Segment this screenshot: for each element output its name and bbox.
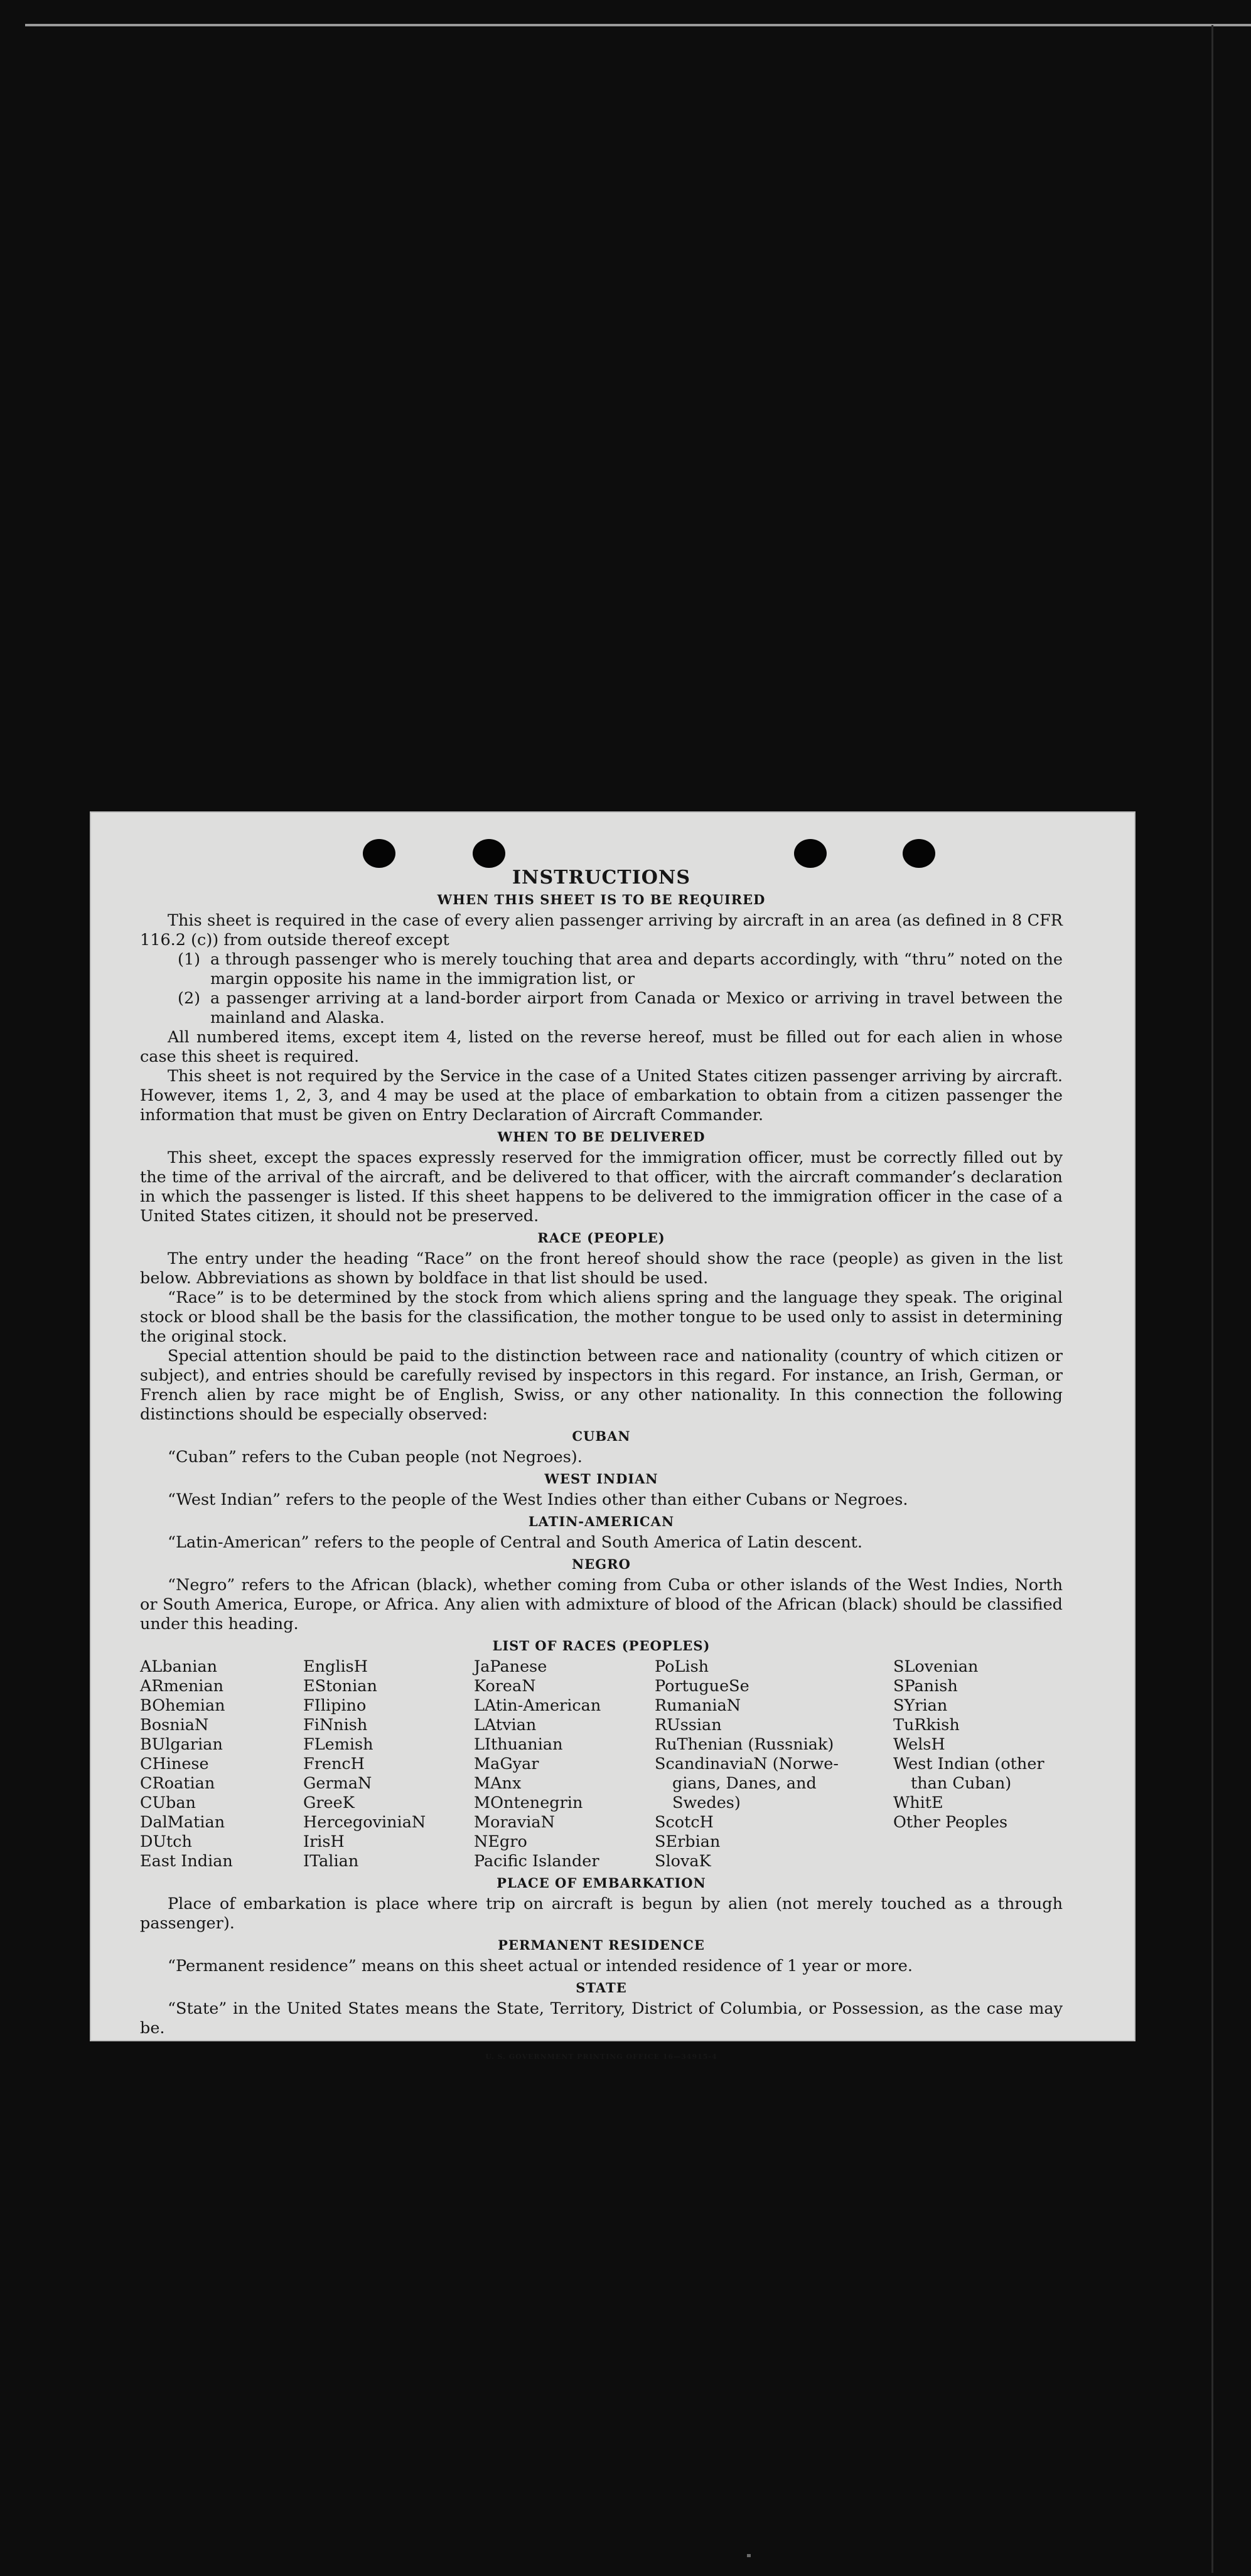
race-entry: NEgro (474, 1832, 527, 1851)
race-entry: MAnx (474, 1774, 522, 1793)
section-heading: WEST INDIAN (544, 1471, 658, 1487)
section-heading: PERMANENT RESIDENCE (498, 1937, 705, 1953)
paragraph: This sheet is required in the case of every alien passenger arriving by aircraft in an area (as defined in 8 CFR 116.2 (c)) from outside thereof except (140, 911, 1063, 949)
paragraph: This sheet is not required by the Service in the case of a United States citizen passenger arriving by aircraft. However, items 1, 2, 3, and 4 may be used at the place of embarkation to obtain from a citizen passenger the information that must be given on Entry Declaration of Aircraft Commander. (140, 1067, 1063, 1125)
paragraph: Special attention should be paid to the distinction between race and nationality (country of which citizen or subject), and entries should be carefully revised by inspectors in this regard. For instance, an Irish, German, or French alien by race might be of English, Swiss, or any other nationality. In this connection the following distinctions should be especially observed: (140, 1347, 1063, 1424)
race-entry: EStonian (303, 1677, 377, 1696)
race-entry: JaPanese (474, 1657, 547, 1676)
paragraph: “Cuban” refers to the Cuban people (not Negroes). (168, 1448, 583, 1467)
races-column (303, 1657, 474, 1871)
race-entry: DalMatian (140, 1813, 225, 1832)
races-column (140, 1657, 303, 1871)
race-entry: Pacific Islander (474, 1852, 599, 1871)
race-entry: GreeK (303, 1793, 355, 1812)
race-entry: TuRkish (893, 1716, 960, 1734)
race-entry: RumaniaN (655, 1696, 741, 1715)
race-entry: Swedes) (672, 1793, 741, 1812)
race-entry: FLemish (303, 1735, 373, 1754)
race-entry: ALbanian (140, 1657, 218, 1676)
section-heading: NEGRO (572, 1556, 631, 1572)
race-entry: GermaN (303, 1774, 372, 1793)
paragraph: “Race” is to be determined by the stock from which aliens spring and the language they speak. The original stock or blood shall be the basis for the classification, the mother tongue to be used only to assist in determining the original stock. (140, 1288, 1063, 1346)
race-entry: gians, Danes, and (672, 1774, 817, 1793)
scan-speck (747, 2554, 751, 2557)
list-item (178, 989, 1063, 1028)
race-entry: WelsH (893, 1735, 945, 1754)
section-heading: WHEN TO BE DELIVERED (497, 1129, 706, 1145)
race-entry: BOhemian (140, 1696, 225, 1715)
race-entry: ITalian (303, 1852, 359, 1871)
race-entry: LAtvian (474, 1716, 537, 1734)
race-entry: BUlgarian (140, 1735, 223, 1754)
paragraph: “Permanent residence” means on this sheet actual or intended residence of 1 year or more. (168, 1957, 913, 1975)
race-entry: SlovaK (655, 1852, 711, 1871)
race-entry: RuThenian (Russniak) (655, 1735, 834, 1754)
race-entry: WhitE (893, 1793, 943, 1812)
paragraph: This sheet, except the spaces expressly reserved for the immigration officer, must be correctly filled out by the time of the arrival of the aircraft, and be delivered to that officer, with the aircraft commander’s declaration in which the passenger is listed. If this sheet happens to be delivered to the immigration officer in the case of a United States citizen, it should not be preserved. (140, 1148, 1063, 1226)
race-entry: SErbian (655, 1832, 721, 1851)
race-entry: BosniaN (140, 1716, 209, 1734)
sheet-content (140, 868, 1063, 2066)
race-entry: East Indian (140, 1852, 233, 1871)
item-text: a through passenger who is merely touching that area and departs accordingly, with “thru” noted on the margin opposite his name in the immigration list, or (210, 950, 1063, 988)
paragraph: “State” in the United States means the State, Territory, District of Columbia, or Possession, as the case may be. (140, 1999, 1063, 2038)
races-column (655, 1657, 893, 1871)
paragraph: Place of embarkation is place where trip on aircraft is begun by alien (not merely touched as a through passenger). (140, 1895, 1063, 1933)
paragraph: “Negro” refers to the African (black), whether coming from Cuba or other islands of the West Indies, North or South America, Europe, or Africa. Any alien with admixture of blood of the African (black) should be classified under this heading. (140, 1576, 1063, 1633)
race-entry: PoLish (655, 1657, 709, 1676)
item-text: a passenger arriving at a land-border airport from Canada or Mexico or arriving in travel between the mainland and Alaska. (210, 989, 1063, 1027)
list-item (178, 950, 1063, 989)
race-entry: IrisH (303, 1832, 345, 1851)
race-entry: HercegoviniaN (303, 1813, 426, 1832)
race-entry: CHinese (140, 1755, 209, 1773)
race-entry: MaGyar (474, 1755, 539, 1773)
instruction-sheet (90, 811, 1136, 2061)
race-entry: FIlipino (303, 1696, 367, 1715)
punch-hole (363, 839, 395, 868)
race-entry: ARmenian (140, 1677, 224, 1696)
race-entry: RUssian (655, 1716, 722, 1734)
scan-top-border (25, 24, 1251, 26)
paragraph: “West Indian” refers to the people of the West Indies other than either Cubans or Negroes. (168, 1490, 908, 1509)
race-entry: KoreaN (474, 1677, 536, 1696)
race-entry: CUban (140, 1793, 196, 1812)
race-entry: West Indian (other (893, 1755, 1044, 1773)
race-entry: MOntenegrin (474, 1793, 583, 1812)
race-entry: CRoatian (140, 1774, 215, 1793)
scan-right-border (1211, 25, 1213, 2573)
item-number: (2) (178, 989, 201, 1008)
races-column (474, 1657, 655, 1871)
race-entry: LAtin-American (474, 1696, 601, 1715)
race-entry: EnglisH (303, 1657, 368, 1676)
section-heading: CUBAN (572, 1428, 631, 1444)
paragraph: All numbered items, except item 4, listed on the reverse hereof, must be filled out for each alien in whose case this sheet is required. (140, 1028, 1063, 1066)
race-entry: SLovenian (893, 1657, 979, 1676)
section-heading: STATE (576, 1980, 627, 1996)
section-heading: LATIN-AMERICAN (528, 1514, 675, 1529)
races-column (893, 1657, 1063, 1871)
race-entry: than Cuban) (911, 1774, 1012, 1793)
race-entry: ScotcH (655, 1813, 714, 1832)
section-heading: LIST OF RACES (PEOPLES) (492, 1638, 711, 1654)
item-number: (1) (178, 950, 201, 969)
races-list (140, 1657, 1063, 1871)
race-entry: FrencH (303, 1755, 365, 1773)
race-entry: LIthuanian (474, 1735, 563, 1754)
race-entry: DUtch (140, 1832, 192, 1851)
printer-imprint: U. S. GOVERNMENT PRINTING OFFICE 16—34915-4 (485, 2053, 717, 2061)
section-heading: WHEN THIS SHEET IS TO BE REQUIRED (437, 892, 766, 907)
race-entry: MoraviaN (474, 1813, 555, 1832)
paragraph: “Latin-American” refers to the people of Central and South America of Latin descent. (168, 1533, 863, 1552)
punch-hole (794, 839, 827, 868)
paragraph: The entry under the heading “Race” on the front hereof should show the race (people) as given in the list below. Abbreviations as shown by boldface in that list should be used. (140, 1249, 1063, 1288)
race-entry: ScandinaviaN (Norwe- (655, 1755, 839, 1773)
race-entry: SPanish (893, 1677, 958, 1696)
race-entry: SYrian (893, 1696, 948, 1715)
race-entry: Other Peoples (893, 1813, 1008, 1832)
instructions-title: INSTRUCTIONS (512, 867, 690, 889)
punch-hole (473, 839, 505, 868)
punch-hole (903, 839, 935, 868)
section-heading: PLACE OF EMBARKATION (497, 1875, 706, 1891)
race-entry: PortugueSe (655, 1677, 749, 1696)
race-entry: FiNnish (303, 1716, 368, 1734)
section-heading: RACE (PEOPLE) (537, 1230, 665, 1246)
